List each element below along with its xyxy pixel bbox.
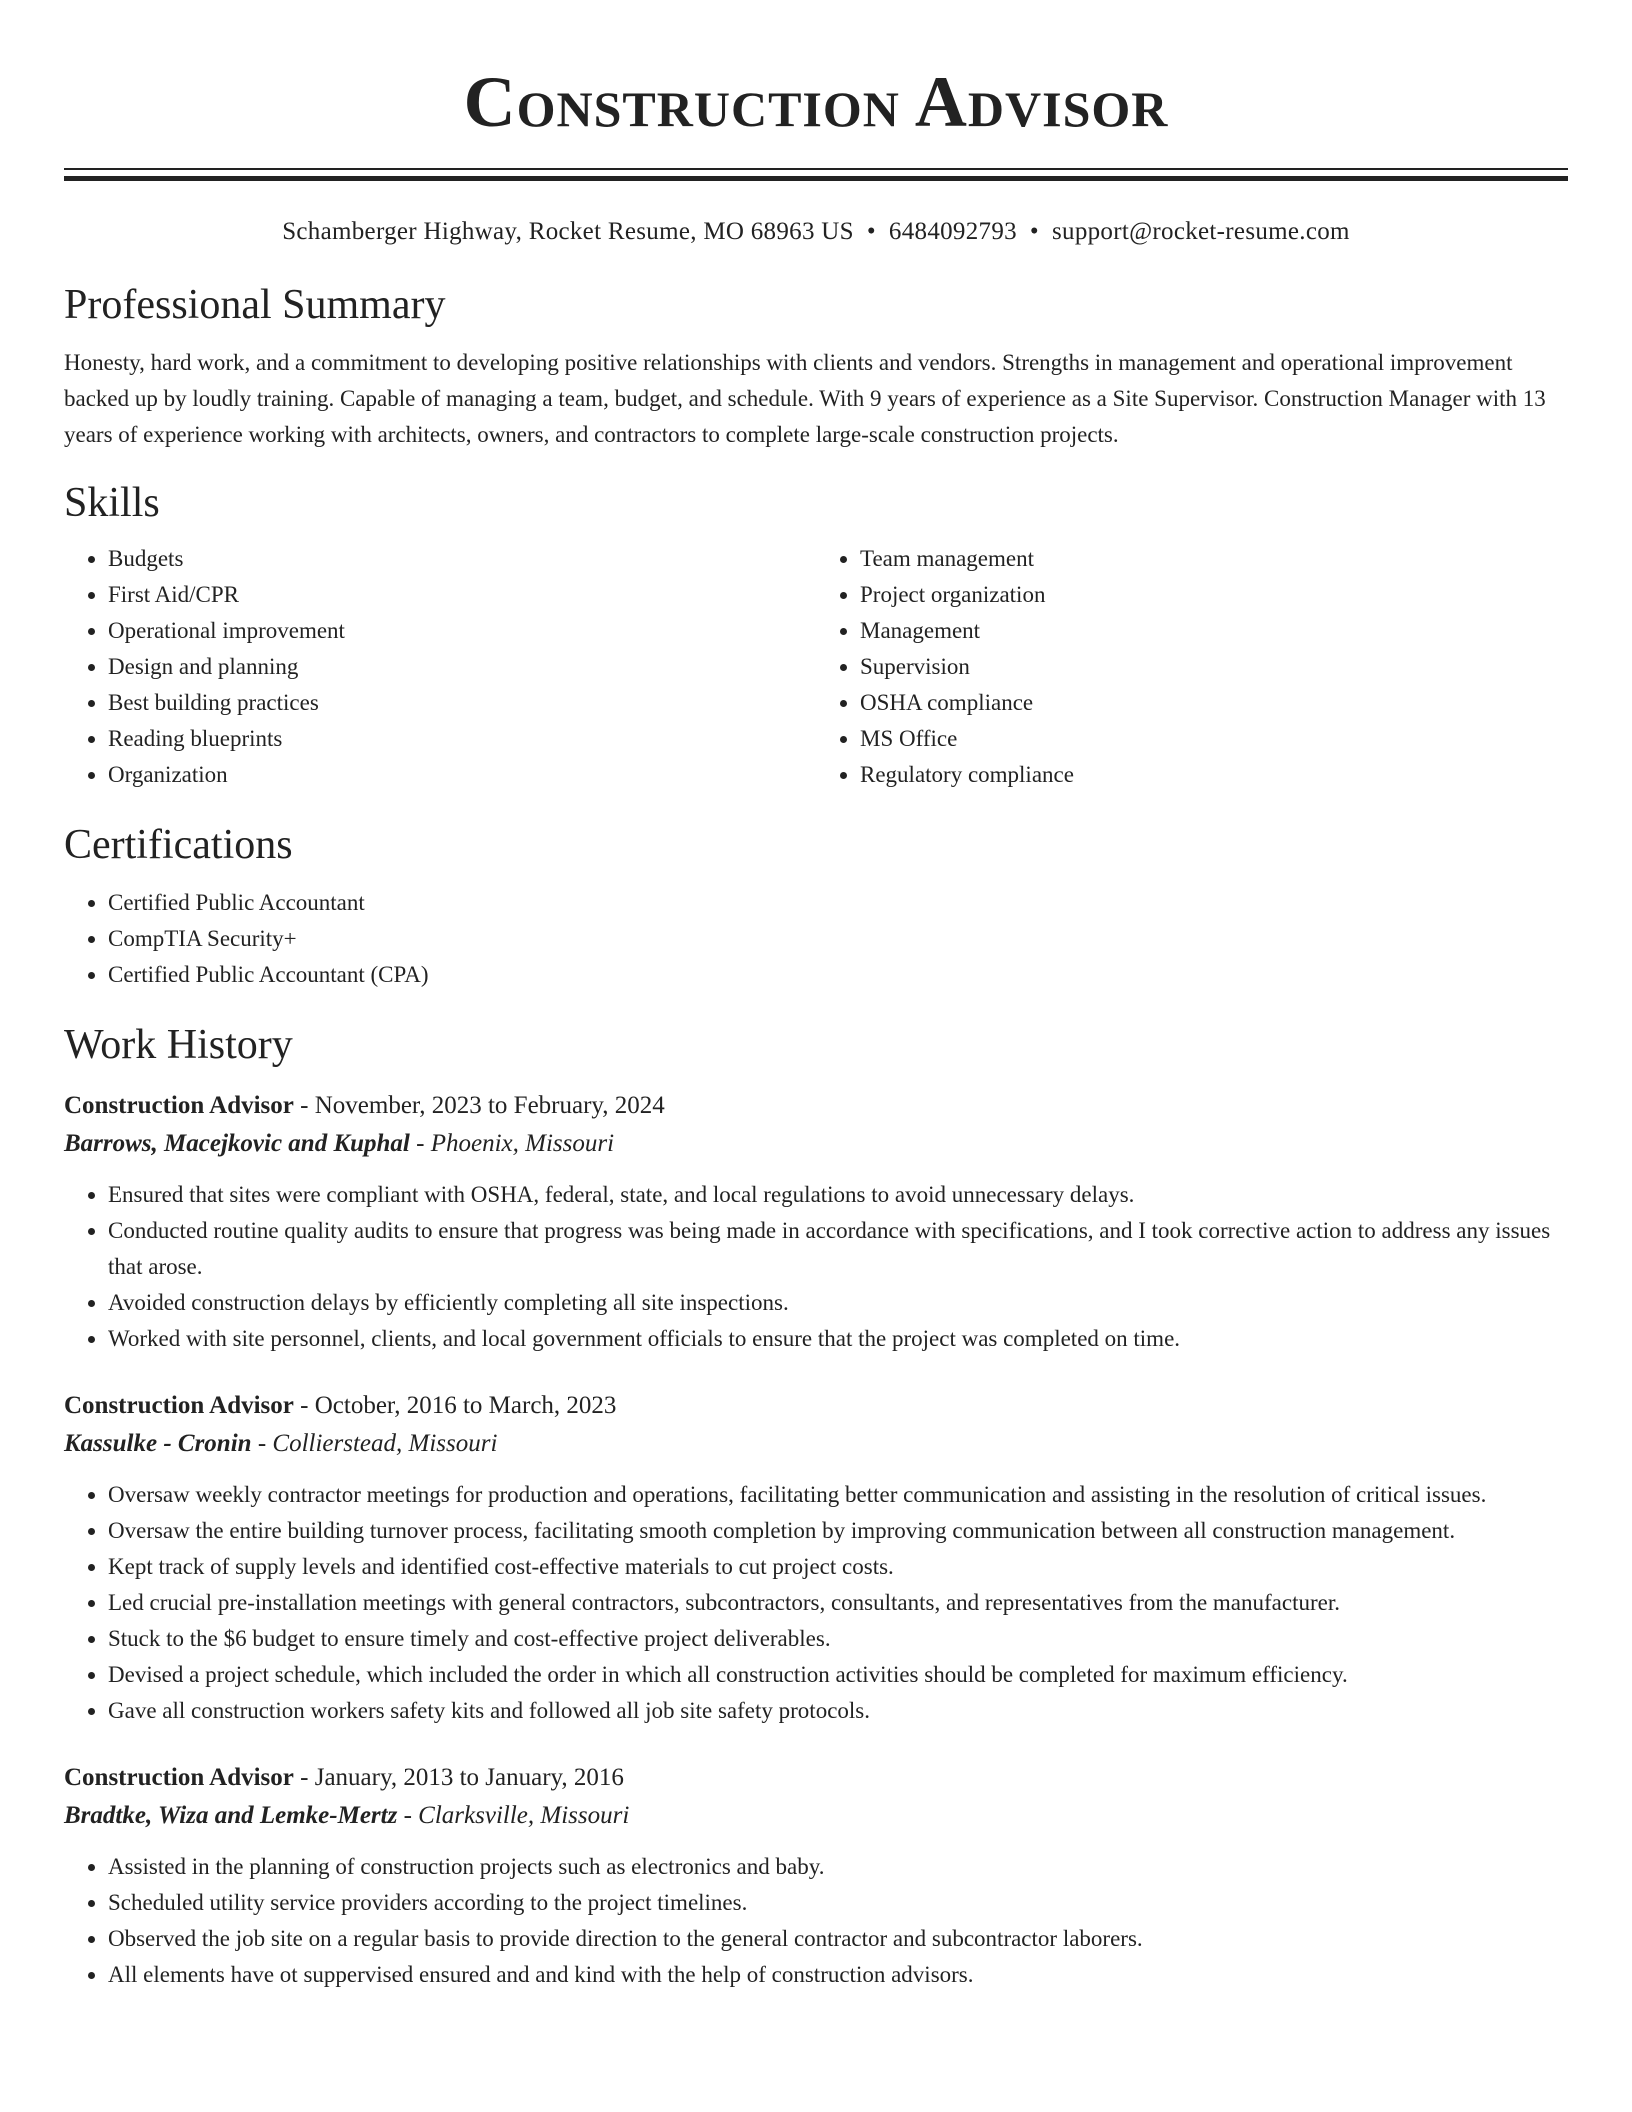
skills-column-left — [64, 541, 816, 793]
job-entry — [64, 1087, 1568, 1357]
summary-heading: Professional Summary — [64, 282, 446, 328]
job-entry — [64, 1759, 1568, 1993]
resume-title: Construction Advisor — [463, 62, 1169, 142]
skill-item: • Budgets — [108, 541, 816, 577]
certification-item: • Certified Public Accountant (CPA) — [108, 957, 1568, 993]
skill-item: • Project organization — [860, 577, 1568, 613]
summary-text: Honesty, hard work, and a commitment to developing positive relationships with clients and vendors. Strengths in management and operational improvement backed up by loudly training. Capable of managing a team, budget, and schedule. With 9 years of experience as a Site Supervisor. Construction Manager with 13 years of experience working with architects, owners, and contractors to complete large-scale construction projects. — [64, 350, 1546, 447]
job-company-line — [64, 1797, 1568, 1835]
title-divider-thin — [64, 168, 1568, 170]
job-company-line — [64, 1425, 1568, 1463]
job-company: Barrows, Macejkovic and Kuphal — [64, 1130, 410, 1157]
job-dates: November, 2023 to February, 2024 — [314, 1092, 665, 1119]
certification-item: • Certified Public Accountant — [108, 885, 1568, 921]
title-divider-thick — [64, 176, 1568, 181]
job-title-line — [64, 1387, 1568, 1425]
certifications-list — [64, 885, 1568, 993]
job-location: Clarksville, Missouri — [418, 1802, 630, 1829]
contact-separator: • — [866, 218, 876, 245]
job-dates: October, 2016 to March, 2023 — [314, 1392, 617, 1419]
job-entry — [64, 1387, 1568, 1729]
job-dash: - — [397, 1802, 419, 1829]
skills-column-right — [816, 541, 1568, 793]
job-bullet: • Scheduled utility service providers according to the project timelines. — [108, 1885, 1568, 1921]
job-bullet: • Worked with site personnel, clients, and local government officials to ensure that the project was completed on time. — [108, 1321, 1568, 1357]
skill-item: • Supervision — [860, 649, 1568, 685]
job-title-line — [64, 1087, 1568, 1125]
certification-item: • CompTIA Security+ — [108, 921, 1568, 957]
job-location: Phoenix, Missouri — [430, 1130, 615, 1157]
skill-item: • Team management — [860, 541, 1568, 577]
skill-item: • Design and planning — [108, 649, 816, 685]
contact-separator: • — [1029, 218, 1039, 245]
job-bullet: • Conducted routine quality audits to ensure that progress was being made in accordance with specifications, and I took corrective action to address any issues that arose. — [108, 1213, 1568, 1285]
job-title: Construction Advisor — [64, 1764, 294, 1791]
job-bullet: • Assisted in the planning of construction projects such as electronics and baby. — [108, 1849, 1568, 1885]
job-title: Construction Advisor — [64, 1092, 294, 1119]
job-title: Construction Advisor — [64, 1392, 294, 1419]
job-dash: - — [293, 1092, 315, 1119]
skill-item: • MS Office — [860, 721, 1568, 757]
job-bullet: • All elements have ot suppervised ensured and and kind with the help of construction advisors. — [108, 1957, 1568, 1993]
job-bullet-list — [64, 1477, 1568, 1729]
job-bullet: • Kept track of supply levels and identified cost-effective materials to cut project costs. — [108, 1549, 1568, 1585]
job-bullet: • Oversaw the entire building turnover process, facilitating smooth completion by improving communication between all construction management. — [108, 1513, 1568, 1549]
skill-item: • Best building practices — [108, 685, 816, 721]
skill-item: • OSHA compliance — [860, 685, 1568, 721]
contact-phone: 6484092793 — [888, 218, 1017, 245]
skills-grid — [64, 541, 1568, 793]
skill-item: • Operational improvement — [108, 613, 816, 649]
job-bullet: • Stuck to the $6 budget to ensure timely and cost-effective project deliverables. — [108, 1621, 1568, 1657]
job-dates: January, 2013 to January, 2016 — [314, 1764, 624, 1791]
job-dash: - — [409, 1130, 431, 1157]
contact-line — [64, 215, 1568, 249]
skills-list-right — [816, 541, 1568, 793]
job-company: Kassulke - Cronin — [64, 1430, 252, 1457]
skill-item: • First Aid/CPR — [108, 577, 816, 613]
job-dash: - — [293, 1764, 315, 1791]
contact-email: support@rocket-resume.com — [1051, 218, 1350, 245]
job-bullet: • Observed the job site on a regular basis to provide direction to the general contractor and subcontractor laborers. — [108, 1921, 1568, 1957]
work-history-heading: Work History — [64, 1022, 293, 1068]
skill-item: • Regulatory compliance — [860, 757, 1568, 793]
job-bullet: • Devised a project schedule, which included the order in which all construction activities should be completed for maximum efficiency. — [108, 1657, 1568, 1693]
job-bullet: • Gave all construction workers safety kits and followed all job site safety protocols. — [108, 1693, 1568, 1729]
job-bullet: • Ensured that sites were compliant with OSHA, federal, state, and local regulations to avoid unnecessary delays. — [108, 1177, 1568, 1213]
job-bullet: • Avoided construction delays by efficiently completing all site inspections. — [108, 1285, 1568, 1321]
skills-list-left — [64, 541, 816, 793]
skill-item: • Management — [860, 613, 1568, 649]
job-dash: - — [251, 1430, 273, 1457]
job-bullet-list — [64, 1849, 1568, 1993]
job-bullet: • Oversaw weekly contractor meetings for production and operations, facilitating better communication and assisting in the resolution of critical issues. — [108, 1477, 1568, 1513]
job-company: Bradtke, Wiza and Lemke-Mertz — [64, 1802, 398, 1829]
job-dash: - — [293, 1392, 315, 1419]
job-bullet-list — [64, 1177, 1568, 1357]
job-title-line — [64, 1759, 1568, 1797]
skills-heading: Skills — [64, 480, 160, 526]
contact-address: Schamberger Highway, Rocket Resume, MO 68963 US — [282, 218, 854, 245]
certifications-heading: Certifications — [64, 822, 293, 868]
job-company-line — [64, 1125, 1568, 1163]
skill-item: • Organization — [108, 757, 816, 793]
skill-item: • Reading blueprints — [108, 721, 816, 757]
job-bullet: • Led crucial pre-installation meetings with general contractors, subcontractors, consultants, and representatives from the manufacturer. — [108, 1585, 1568, 1621]
job-location: Collierstead, Missouri — [272, 1430, 498, 1457]
